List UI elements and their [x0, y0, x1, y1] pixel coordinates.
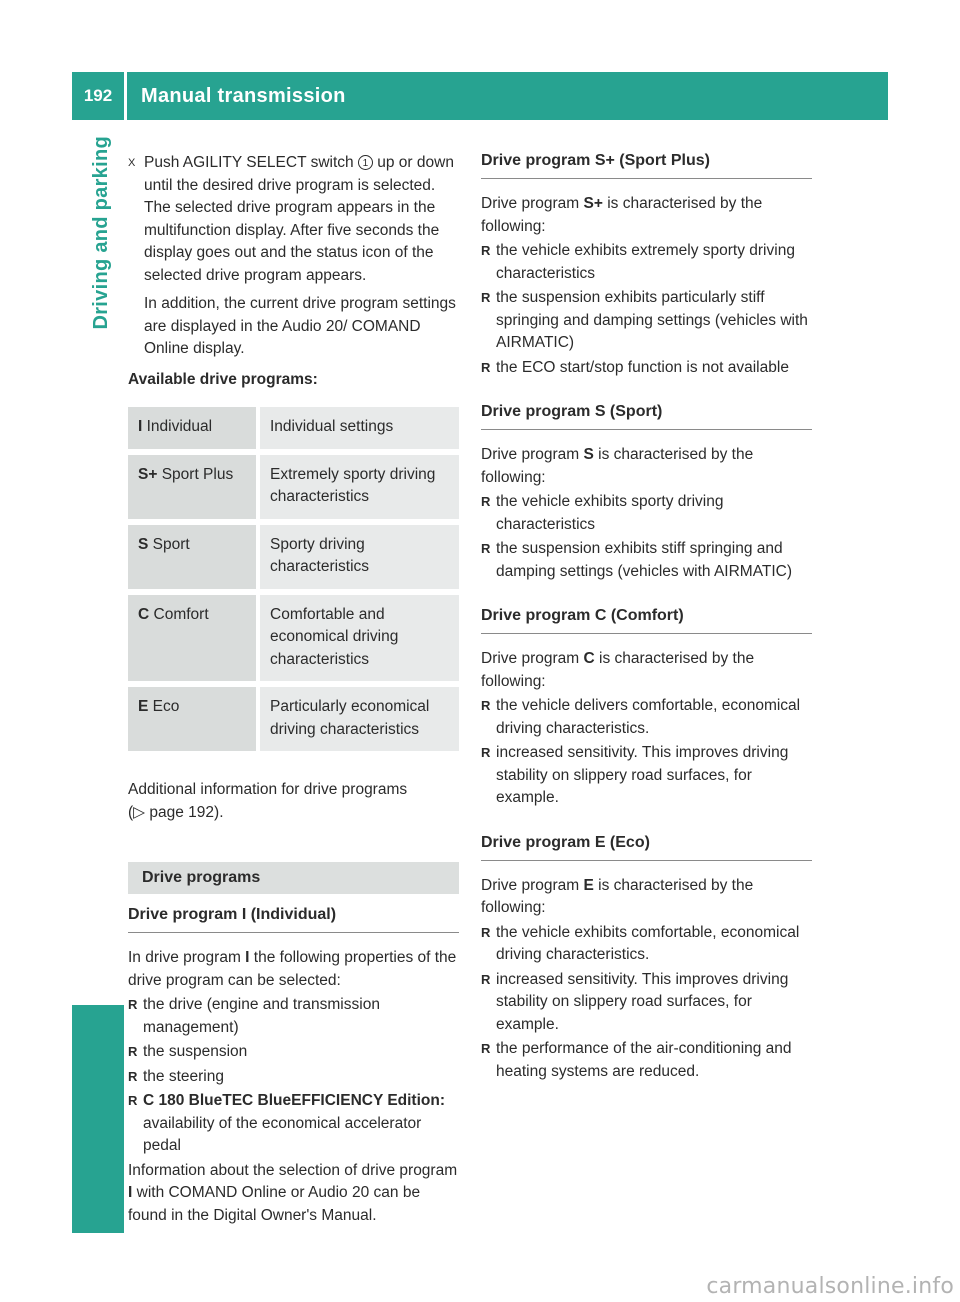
lead-code: I: [245, 949, 250, 966]
list-item: R the ECO start/stop function is not available: [481, 357, 812, 380]
additional-info: [128, 779, 459, 824]
drive-programs-table: [128, 407, 459, 757]
list-item: R the suspension exhibits stiff springing and damping settings (vehicles with AIRMATIC): [481, 538, 812, 583]
lead-code: S: [583, 446, 594, 463]
list-item: R the suspension: [128, 1041, 459, 1064]
step-text-1: Push AGILITY SELECT switch: [144, 154, 358, 171]
lead-prefix: Drive program: [481, 650, 584, 667]
table-row: [128, 684, 459, 754]
section-heading: Drive program S (Sport): [481, 401, 812, 430]
lead-suffix: is characterised by the following:: [481, 195, 763, 235]
program-desc-cell: Extremely sporty driving characteristics: [258, 452, 459, 522]
info-text-1: Information about the selection of drive program: [128, 1161, 458, 1179]
list-item: R the performance of the air-conditioning and heating systems are reduced.: [481, 1038, 812, 1083]
lead-text-2: the following properties of the drive program can be selected:: [128, 949, 457, 989]
section-heading-individual: Drive program I (Individual): [128, 904, 459, 933]
section-heading: Drive program C (Comfort): [481, 605, 812, 634]
program-name: Comfort: [149, 605, 209, 623]
program-name-cell: [128, 522, 258, 592]
available-programs-label: Available drive programs:: [128, 370, 318, 388]
program-desc-cell: Individual settings: [258, 407, 459, 452]
side-tab-label: Driving and parking: [89, 136, 112, 330]
table-row: [128, 407, 459, 452]
section-info: [128, 1160, 459, 1228]
list-item: R the vehicle exhibits sporty driving characteristics: [481, 491, 812, 536]
lead-prefix: Drive program: [481, 195, 584, 212]
step-arrow-icon: X: [128, 157, 136, 169]
instruction-step: [128, 152, 459, 287]
bullet-list: [128, 994, 459, 1158]
program-name-cell: [128, 407, 258, 452]
list-item-rest: availability of the economical accelerator pedal: [143, 1114, 422, 1154]
lead-code: S+: [583, 195, 603, 212]
page-reference-link[interactable]: (▷ page 192).: [128, 803, 224, 821]
section-band-title: Drive programs: [128, 862, 459, 894]
program-code: E: [138, 698, 149, 715]
table-row: [128, 522, 459, 592]
list-item: R increased sensitivity. This improves driving stability on slippery road surfaces, for example.: [481, 969, 812, 1037]
program-name-cell: [128, 452, 258, 522]
chapter-title: Manual transmission: [127, 72, 888, 120]
step-note: In addition, the current drive program settings are displayed in the Audio 20/ COMAND Online display.: [144, 295, 456, 357]
section-heading: Drive program S+ (Sport Plus): [481, 150, 812, 179]
bullet-list: [481, 240, 812, 379]
list-item: [128, 1090, 459, 1158]
list-item: R the vehicle exhibits comfortable, economical driving characteristics.: [481, 922, 812, 967]
list-item: R the steering: [128, 1066, 459, 1089]
side-tab-block: [72, 1005, 124, 1233]
lead-suffix: is characterised by the following:: [481, 446, 754, 486]
program-code: C: [138, 605, 150, 623]
table-row: [128, 592, 459, 685]
lead-prefix: Drive program: [481, 446, 584, 463]
watermark: carmanualsonline.info: [706, 1273, 954, 1299]
section-sport-plus: [481, 150, 812, 379]
program-code: I: [138, 418, 143, 435]
section-lead: [481, 648, 812, 693]
section-lead: [481, 193, 812, 238]
program-name-cell: [128, 592, 258, 685]
list-item: R the suspension exhibits particularly stiff springing and damping settings (vehicles with AIRMATIC): [481, 287, 812, 355]
lead-text-1: In drive program: [128, 949, 246, 966]
list-item: R the vehicle exhibits extremely sporty driving characteristics: [481, 240, 812, 285]
info-text-2: with COMAND Online or Audio 20 can be found in the Digital Owner's Manual.: [128, 1184, 421, 1224]
section-sport: [481, 401, 812, 583]
info-code: I: [128, 1184, 133, 1201]
bullet-list: [481, 491, 812, 583]
program-name: Sport Plus: [157, 465, 234, 483]
bullet-list: [481, 695, 812, 810]
program-name: Sport: [148, 535, 190, 553]
additional-info-text: Additional information for drive programs: [128, 781, 408, 798]
program-name-cell: [128, 684, 258, 754]
section-lead: [481, 444, 812, 489]
section-lead: [128, 947, 459, 992]
list-item: R increased sensitivity. This improves driving stability on slippery road surfaces, for example.: [481, 742, 812, 810]
lead-suffix: is characterised by the following:: [481, 650, 755, 690]
program-desc-cell: Sporty driving characteristics: [258, 522, 459, 592]
program-desc-cell: Comfortable and economical driving characteristics: [258, 592, 459, 685]
lead-prefix: Drive program: [481, 876, 584, 894]
section-heading: Drive program E (Eco): [481, 832, 812, 861]
list-item: R the drive (engine and transmission management): [128, 994, 459, 1039]
page-number: 192: [72, 72, 124, 120]
table-row: [128, 452, 459, 522]
section-comfort: [481, 605, 812, 810]
lead-suffix: is characterised by the following:: [481, 876, 754, 916]
section-lead: [481, 875, 812, 920]
right-column: [481, 150, 812, 1085]
program-name: Eco: [148, 698, 180, 715]
list-item-bold: C 180 BlueTEC BlueEFFICIENCY Edition:: [143, 1092, 446, 1109]
circled-number-icon: 1: [358, 155, 373, 170]
section-eco: [481, 832, 812, 1084]
program-code: S+: [138, 465, 158, 483]
lead-code: E: [583, 876, 594, 894]
lead-code: C: [583, 650, 595, 667]
list-item: R the vehicle delivers comfortable, economical driving characteristics.: [481, 695, 812, 740]
bullet-list: [481, 922, 812, 1084]
left-column: [128, 152, 459, 1227]
step-text-2: up or down until the desired drive program is selected. The selected drive program appears in the multifunction display. After five seconds the display goes out and the status icon of the selected drive program appears.: [144, 154, 454, 284]
program-name: Individual: [142, 418, 213, 435]
program-desc-cell: Particularly economical driving characteristics: [258, 684, 459, 754]
program-code: S: [138, 535, 149, 553]
section-side-tab: [86, 120, 116, 330]
